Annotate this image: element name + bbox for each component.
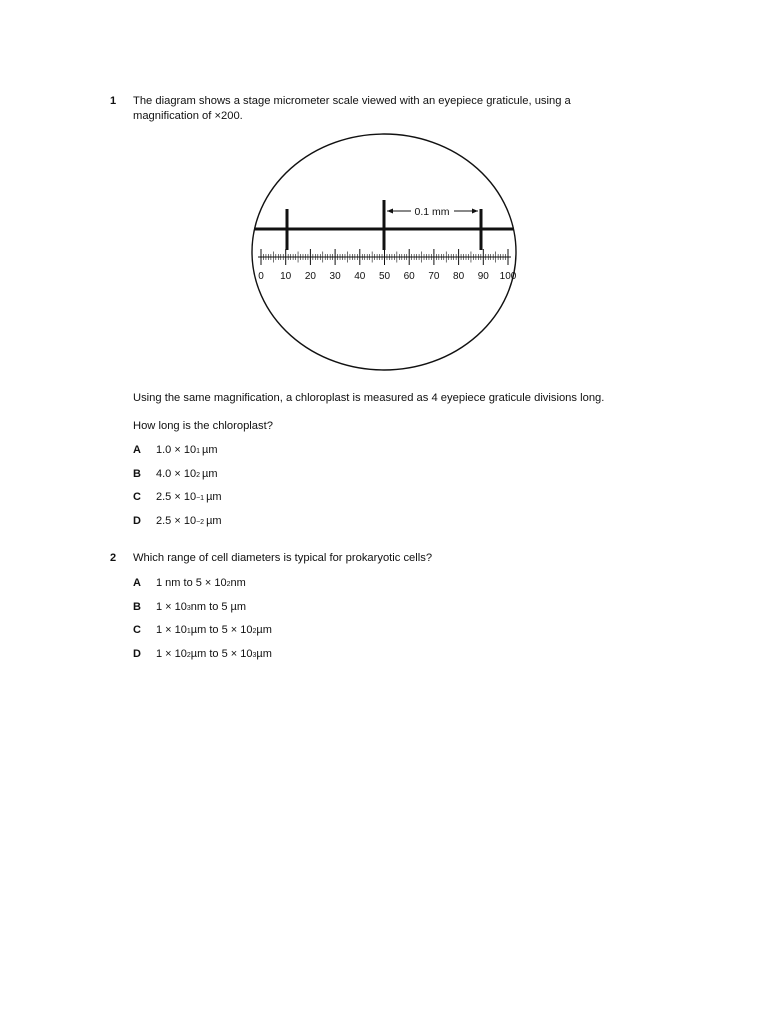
q1-option-d[interactable]: D 2.5 × 10 −2 µm bbox=[133, 515, 222, 527]
option-letter: A bbox=[133, 577, 141, 589]
question-1-text-line2: magnification of ×200. bbox=[133, 110, 243, 122]
bracket-label: 0.1 mm bbox=[414, 206, 450, 218]
scale-label: 50 bbox=[378, 271, 391, 282]
option-letter: C bbox=[133, 624, 141, 636]
question-2-number: 2 bbox=[110, 552, 117, 564]
micrometer-diagram bbox=[246, 130, 526, 386]
q2-option-b[interactable]: B 1 × 10 3 nm to 5 µm bbox=[133, 601, 247, 613]
scale-label: 40 bbox=[354, 271, 366, 282]
bracket-arrowhead-right bbox=[472, 209, 478, 214]
q2-option-d[interactable]: D 1 × 10 2 µm to 5 × 10 3 µm bbox=[133, 648, 272, 660]
scale-label: 100 bbox=[499, 271, 517, 282]
scale-label: 70 bbox=[428, 271, 440, 282]
question-1-text2: Using the same magnification, a chloroplast is measured as 4 eyepiece graticule divisions long. bbox=[133, 392, 605, 404]
question-1-text-line1: The diagram shows a stage micrometer scale viewed with an eyepiece graticule, using a bbox=[133, 95, 571, 107]
scale-label: 60 bbox=[403, 271, 415, 282]
bracket-arrowhead-left bbox=[387, 209, 393, 214]
scale-label: 20 bbox=[304, 271, 316, 282]
option-letter: B bbox=[133, 468, 141, 480]
option-letter: D bbox=[133, 515, 141, 527]
q2-option-c[interactable]: C 1 × 10 1 µm to 5 × 10 2 µm bbox=[133, 624, 272, 636]
option-letter: B bbox=[133, 601, 141, 613]
question-1-number: 1 bbox=[110, 95, 117, 107]
q1-option-a[interactable]: A 1.0 × 10 1 µm bbox=[133, 444, 218, 456]
option-letter: A bbox=[133, 444, 141, 456]
scale-label: 10 bbox=[280, 271, 292, 282]
micrometer-labels bbox=[258, 271, 517, 282]
scale-label: 0 bbox=[258, 271, 264, 282]
question-2-text: Which range of cell diameters is typical for prokaryotic cells? bbox=[133, 552, 433, 564]
scale-label: 30 bbox=[329, 271, 341, 282]
q2-option-a[interactable]: A 1 nm to 5 × 10 2 nm bbox=[133, 577, 246, 589]
question-1-question: How long is the chloroplast? bbox=[133, 420, 273, 432]
scale-label: 90 bbox=[477, 271, 489, 282]
q1-option-c[interactable]: C 2.5 × 10 −1 µm bbox=[133, 491, 222, 503]
option-letter: D bbox=[133, 648, 141, 660]
q1-option-b[interactable]: B 4.0 × 10 2 µm bbox=[133, 468, 218, 480]
micrometer-ticks bbox=[261, 249, 508, 265]
scale-label: 80 bbox=[453, 271, 465, 282]
option-letter: C bbox=[133, 491, 141, 503]
